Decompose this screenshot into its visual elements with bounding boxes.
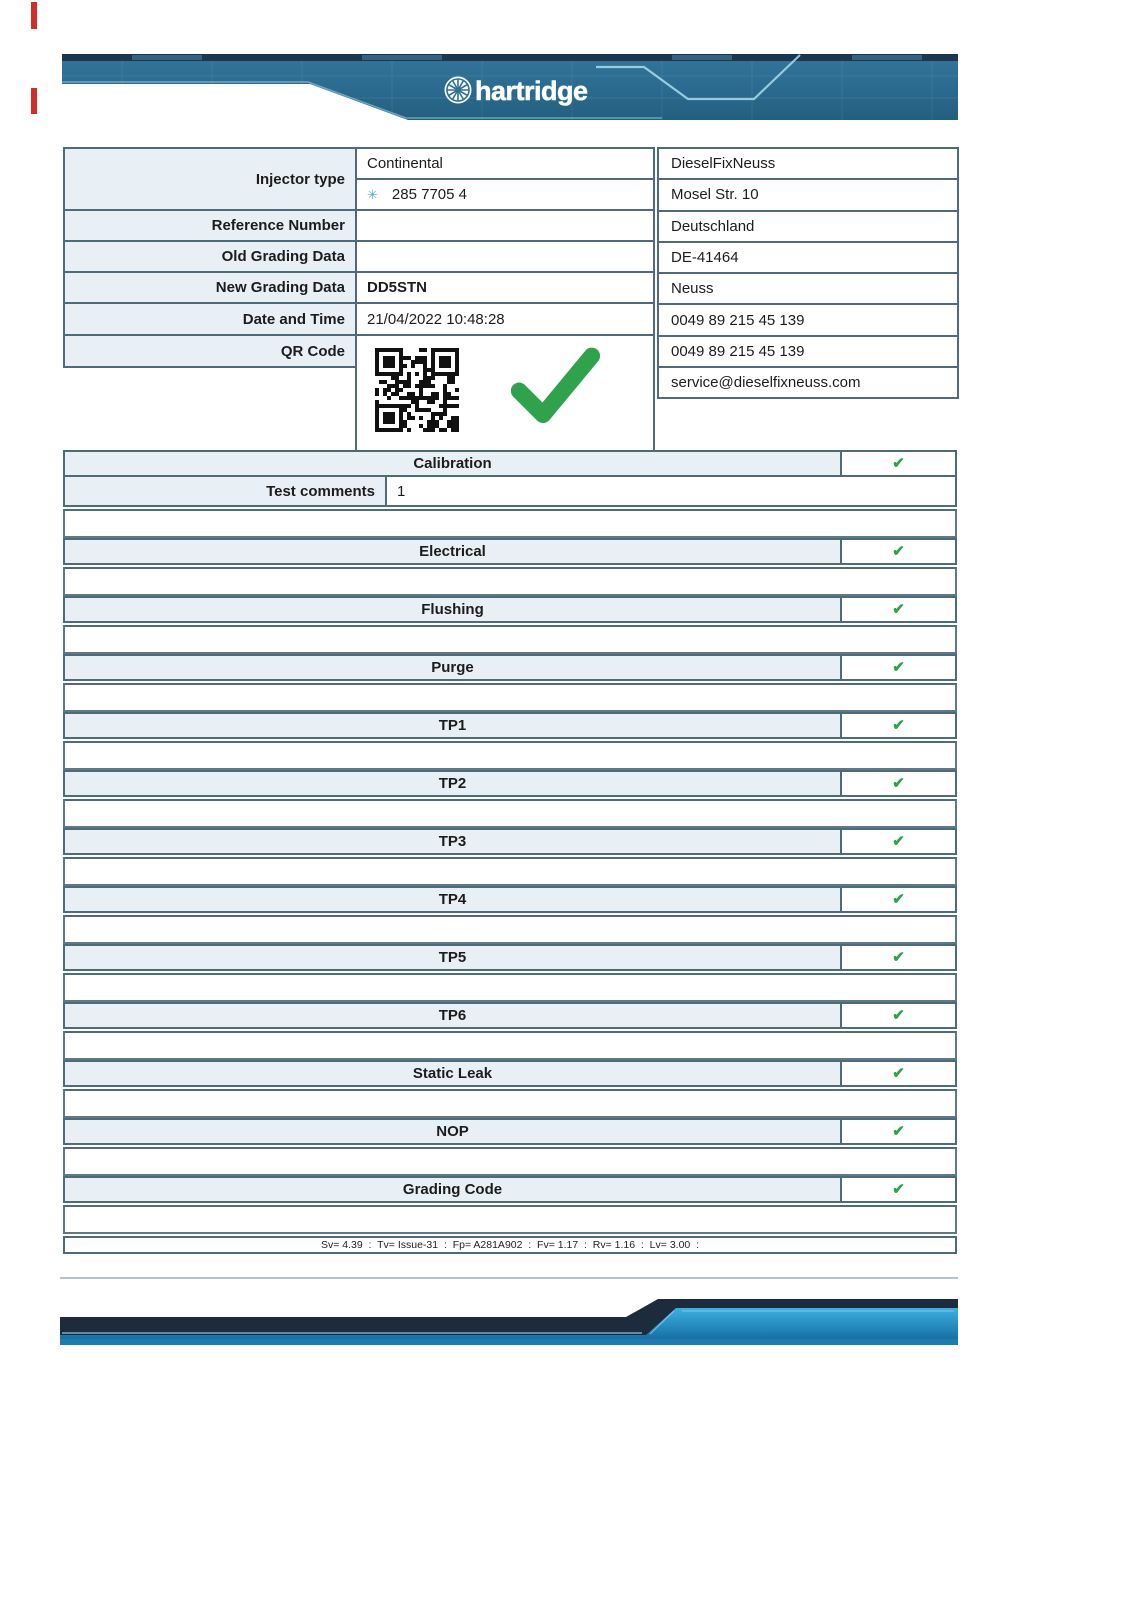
check-icon: ✔ (892, 775, 905, 792)
test-section-title: Grading Code (65, 1178, 842, 1201)
test-section-title: TP3 (65, 830, 842, 853)
test-section (63, 944, 957, 1002)
check-icon: ✔ (892, 543, 905, 560)
check-icon: ✔ (892, 659, 905, 676)
red-registration-mark (31, 2, 37, 29)
spacer-row (63, 915, 957, 944)
test-section-title: TP6 (65, 1004, 842, 1027)
spacer-row (63, 741, 957, 770)
check-icon: ✔ (892, 833, 905, 850)
test-comments-value: 1 (397, 482, 406, 500)
spacer-row (63, 857, 957, 886)
test-section-row (63, 450, 957, 477)
test-section-row (63, 712, 957, 739)
test-section (63, 1060, 957, 1118)
test-section-title: Calibration (65, 452, 842, 475)
test-section-status-cell (842, 540, 955, 563)
test-section-row (63, 1002, 957, 1029)
test-section (63, 538, 957, 596)
test-section-row (63, 770, 957, 797)
test-section-status-cell (842, 452, 955, 475)
red-registration-mark (31, 88, 37, 114)
test-section-status-cell (842, 946, 955, 969)
spacer-row (63, 973, 957, 1002)
test-section (63, 654, 957, 712)
test-section-status-cell (842, 888, 955, 911)
test-section-row (63, 1176, 957, 1203)
empty-area (64, 367, 356, 463)
test-section-row (63, 538, 957, 565)
company-info-table (657, 147, 959, 399)
injector-type-label: Injector type (64, 148, 356, 210)
test-section (63, 828, 957, 886)
test-section-title: Flushing (65, 598, 842, 621)
hartridge-wheel-icon (445, 77, 472, 104)
datetime-label: Date and Time (64, 303, 356, 335)
test-section-status-cell (842, 1120, 955, 1143)
footer-banner (60, 1295, 958, 1345)
spacer-row (63, 1205, 957, 1234)
test-section-title: NOP (65, 1120, 842, 1143)
test-section-row (63, 654, 957, 681)
test-results (63, 450, 957, 1254)
test-section (63, 450, 957, 538)
test-section-row (63, 886, 957, 913)
test-section-row (63, 1118, 957, 1145)
check-icon: ✔ (892, 891, 905, 908)
company-info-cell: service@dieselfixneuss.com (658, 367, 958, 398)
test-section-title: Purge (65, 656, 842, 679)
new-grading-label: New Grading Data (64, 272, 356, 303)
test-section (63, 596, 957, 654)
qr-code (371, 344, 463, 436)
test-section (63, 1118, 957, 1176)
check-icon: ✔ (892, 1065, 905, 1082)
check-icon: ✔ (892, 601, 905, 618)
test-section (63, 1176, 957, 1234)
test-comments-label: Test comments (65, 477, 387, 505)
company-info-cell: Mosel Str. 10 (658, 179, 958, 210)
pass-check-icon (509, 346, 601, 432)
old-grading-value (356, 241, 654, 272)
spacer-row (63, 509, 957, 538)
qr-code-cell (356, 335, 654, 463)
divider-line (60, 1277, 958, 1279)
spacer-row (63, 799, 957, 828)
test-comments-row (63, 477, 957, 507)
check-icon: ✔ (892, 455, 905, 472)
test-section-status-cell (842, 714, 955, 737)
test-section-status-cell (842, 1062, 955, 1085)
company-info-cell: DE-41464 (658, 242, 958, 273)
injector-info-table (63, 147, 655, 464)
company-info-cell: DieselFixNeuss (658, 148, 958, 179)
spacer-row (63, 567, 957, 596)
software-version-line: Sv= 4.39 : Tv= Issue-31 : Fp= A281A902 : Fv= 1.17 : Rv= 1.16 : Lv= 3.00 : (63, 1236, 957, 1254)
test-section-title: TP4 (65, 888, 842, 911)
spacer-row (63, 683, 957, 712)
spacer-row (63, 1147, 957, 1176)
company-info-cell: 0049 89 215 45 139 (658, 304, 958, 335)
test-section-row (63, 1060, 957, 1087)
logo-text: hartridge (475, 76, 588, 106)
new-grading-value: DD5STN (356, 272, 654, 303)
test-section-status-cell (842, 598, 955, 621)
test-section (63, 770, 957, 828)
check-icon: ✔ (892, 1007, 905, 1024)
old-grading-label: Old Grading Data (64, 241, 356, 272)
test-section-row (63, 944, 957, 971)
header-banner (62, 54, 958, 123)
test-section-title: TP1 (65, 714, 842, 737)
test-section-title: TP5 (65, 946, 842, 969)
injector-make-value: Continental (356, 148, 654, 179)
check-icon: ✔ (892, 1123, 905, 1140)
company-info-cell: Neuss (658, 273, 958, 304)
reference-number-value (356, 210, 654, 241)
check-icon: ✔ (892, 1181, 905, 1198)
check-icon: ✔ (892, 949, 905, 966)
company-info-cell: 0049 89 215 45 139 (658, 336, 958, 367)
test-section-status-cell (842, 656, 955, 679)
test-section-status-cell (842, 772, 955, 795)
test-section (63, 712, 957, 770)
test-section-status-cell (842, 1178, 955, 1201)
spacer-row (63, 625, 957, 654)
test-section-title: Electrical (65, 540, 842, 563)
test-section (63, 886, 957, 944)
reference-number-label: Reference Number (64, 210, 356, 241)
gear-icon: ✳ (367, 187, 378, 202)
qr-code-label: QR Code (64, 335, 356, 367)
datetime-value: 21/04/2022 10:48:28 (356, 303, 654, 335)
test-section-status-cell (842, 1004, 955, 1027)
test-section-status-cell (842, 830, 955, 853)
test-section-title: TP2 (65, 772, 842, 795)
spacer-row (63, 1031, 957, 1060)
spacer-row (63, 1089, 957, 1118)
test-section (63, 1002, 957, 1060)
check-icon: ✔ (892, 717, 905, 734)
test-section-row (63, 828, 957, 855)
company-info-cell: Deutschland (658, 211, 958, 242)
test-section-title: Static Leak (65, 1062, 842, 1085)
injector-number-value: ✳ 285 7705 4 (356, 179, 654, 210)
test-section-row (63, 596, 957, 623)
